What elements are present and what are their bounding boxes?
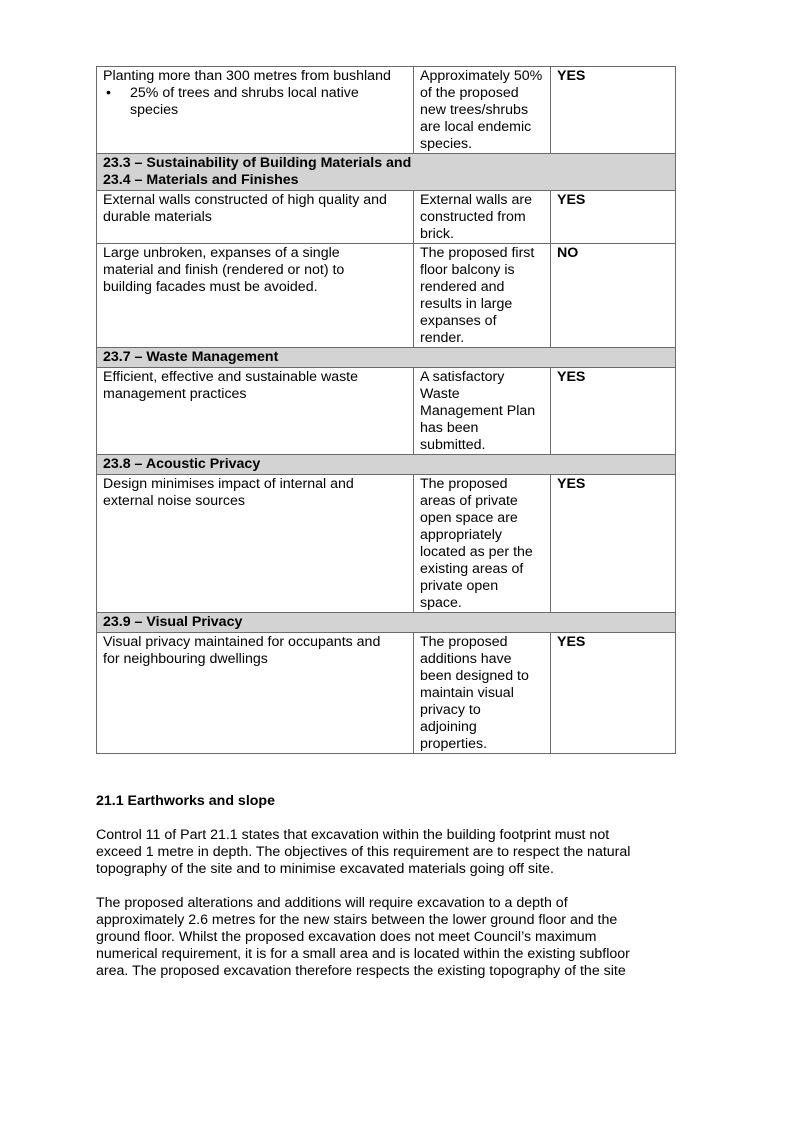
requirement-cell: Efficient, effective and sustainable waste management practices [97,368,414,455]
response-cell: The proposed areas of private open space are appropriately located as per the existing areas of private open space. [414,475,551,613]
bullet-text: 25% of trees and shrubs local native [130,85,359,101]
requirement-cell: Visual privacy maintained for occupants and for neighbouring dwellings [97,633,414,754]
response-cell: The proposed additions have been designed to maintain visual privacy to adjoining properties. [414,633,551,754]
bullet-icon: • [106,85,111,101]
response-text: new trees/shrubs [420,102,529,118]
response-text: Approximately 50% [420,68,543,84]
table-row [97,191,676,244]
bullet-item [103,85,407,119]
section-title: 23.7 – Waste Management [97,348,676,368]
section-title: 23.9 – Visual Privacy [97,613,676,633]
requirement-cell: External walls constructed of high quality and durable materials [97,191,414,244]
table-row [97,475,676,613]
requirement-cell: Design minimises impact of internal and external noise sources [97,475,414,613]
response-cell: External walls are constructed from brick. [414,191,551,244]
response-text: of the proposed [420,85,519,101]
compliance-status: YES [551,633,676,754]
compliance-status: YES [551,475,676,613]
compliance-status: YES [551,191,676,244]
response-cell: The proposed first floor balcony is rendered and results in large expanses of render. [414,244,551,348]
section-title: 23.3 – Sustainability of Building Materials and 23.4 – Materials and Finishes [97,154,676,191]
table-row [97,67,676,154]
section-heading: 21.1 Earthworks and slope [96,793,275,809]
compliance-status: YES [551,67,676,154]
compliance-status: YES [551,368,676,455]
table-row [97,244,676,348]
response-text: species. [420,136,473,152]
compliance-table [96,66,676,754]
section-header-row [97,455,676,475]
response-cell [414,67,551,154]
section-title: 23.8 – Acoustic Privacy [97,455,676,475]
requirement-cell [97,67,414,154]
table-row [97,633,676,754]
section-header-row [97,348,676,368]
requirement-cell: Large unbroken, expanses of a single material and finish (rendered or not) to building facades must be avoided. [97,244,414,348]
table-row [97,368,676,455]
bullet-text: species [130,102,179,118]
paragraph: Control 11 of Part 21.1 states that excavation within the building footprint must not exceed 1 metre in depth. The objectives of this requirement are to respect the natural topography of the site and to minimise excavated materials going off site. [96,827,631,877]
compliance-status: NO [551,244,676,348]
response-text: are local endemic [420,119,532,135]
response-cell: A satisfactory Waste Management Plan has been submitted. [414,368,551,455]
section-header-row [97,613,676,633]
section-header-row [97,154,676,191]
paragraph: The proposed alterations and additions will require excavation to a depth of approximately 2.6 metres for the new stairs between the lower ground floor and the ground floor. Whilst the proposed excavation does not meet Council’s maximum numerical requirement, it is for a small area and is located within the existing subfloor area. The proposed excavation therefore respects the existing topography of the site [96,895,630,979]
requirement-text: Planting more than 300 metres from bushland [103,68,391,84]
